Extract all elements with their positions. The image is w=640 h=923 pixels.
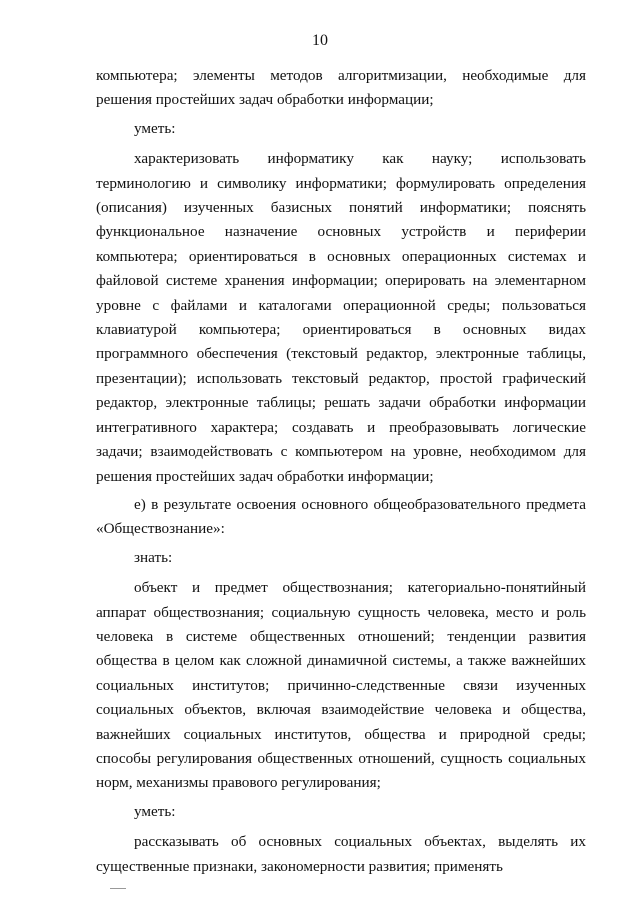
paragraph-continuation: компьютера; элементы методов алгоритмизации, необходимые для решения простейших задач обработки информации; — [96, 67, 586, 109]
paragraph-label-znat: знать: — [134, 548, 173, 566]
paragraph-social-studies-skills: рассказывать об основных социальных объектах, выделять их существенные признаки, закономерности развития; применять — [96, 833, 586, 875]
paragraph-social-studies-heading: е) в результате освоения основного общеобразовательного предмета «Обществознание»: — [96, 495, 586, 538]
scan-mark — [110, 888, 126, 889]
paragraph-social-studies-knowledge: объект и предмет обществознания; категориально-понятийный аппарат обществознания; социальную сущность человека, место и роль человека в системе общественных отношений; тенденции развития общества в целом как сложной динамичной системы, а также важнейших социальных институтов; причинно-следственные связи изученных социальных объектов, включая взаимодействие человека и общества, важнейших социальных институтов, общества и природной среды; способы регулирования общественных отношений, сущность социальных норм, механизмы правового регулирования; — [96, 579, 586, 792]
paragraph-informatics-skills: характеризовать информатику как науку; использовать терминологию и символику информатики; формулировать определения (описания) изученных базисных понятий информатики; пояснять функциональное назначение основных устройств и периферии компьютера; ориентироваться в основных операционных системах и файловой системе хранения информации; оперировать на элементарном уровне с файлами и каталогами операционной среды; пользоваться клавиатурой компьютера; ориентироваться в основных видах программного обеспечения (текстовый редактор, электронные таблицы, презентации); использовать текстовый редактор, простой графический редактор, электронные таблицы; решать задачи обработки информации интегративного характера; создавать и преобразовывать логические задачи; взаимодействовать с компьютером на уровне, необходимом для решения простейших задач обработки информации; — [96, 150, 586, 485]
paragraph-label-umet-2: уметь: — [134, 802, 176, 820]
page-number: 10 — [312, 32, 328, 49]
document-body — [96, 64, 586, 883]
paragraph-label-umet: уметь: — [134, 119, 176, 137]
